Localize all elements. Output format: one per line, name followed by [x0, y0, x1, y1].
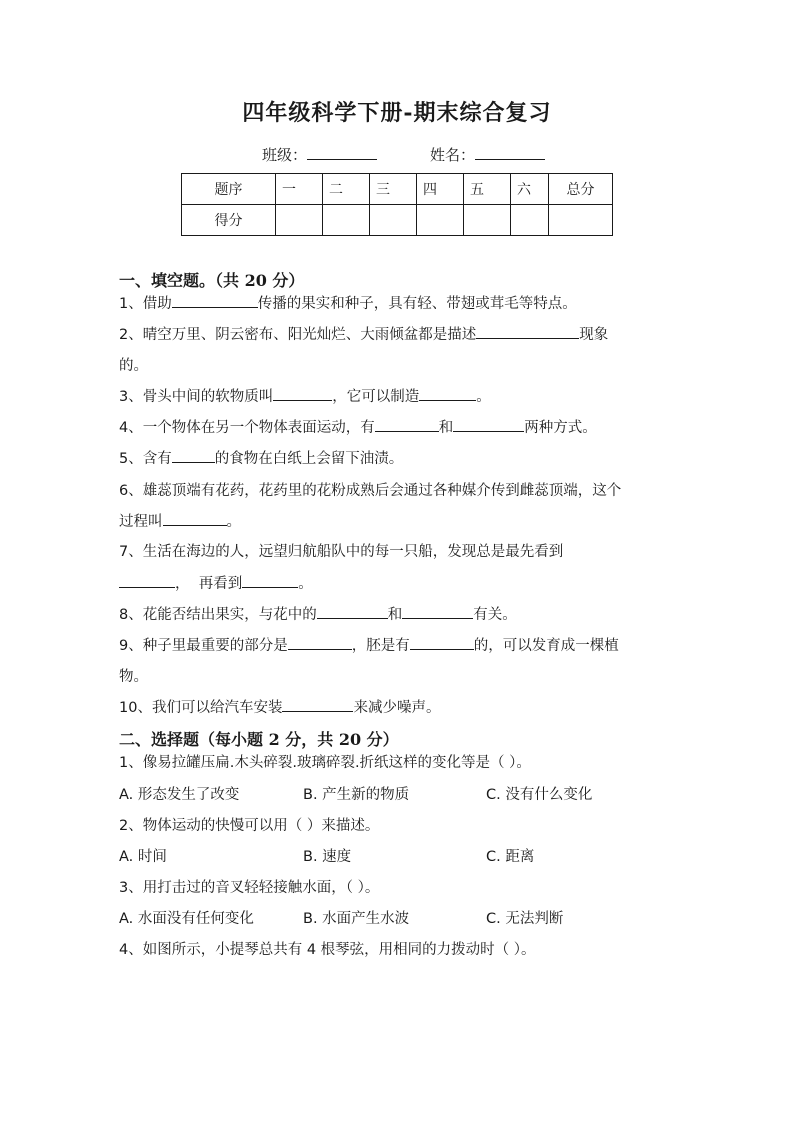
q-text: 和	[387, 607, 403, 623]
option-a[interactable]: A. 形态发生了改变	[119, 787, 240, 803]
score-cell[interactable]	[549, 205, 613, 236]
question-1-7-cont	[119, 572, 313, 593]
page-title: 四年级科学下册-期末综合复习	[242, 100, 552, 126]
q-text: 有关。	[473, 607, 517, 623]
answer-blank[interactable]	[419, 385, 476, 401]
class-label: 班级：	[262, 146, 308, 164]
question-1-3	[119, 385, 491, 406]
answer-blank[interactable]	[273, 385, 332, 401]
answer-blank[interactable]	[453, 416, 524, 432]
score-header-cell: 二	[323, 174, 370, 205]
section1-heading: 一、填空题。（共 20 分）	[119, 271, 305, 290]
score-header-cell: 四	[417, 174, 464, 205]
question-1-6	[119, 479, 621, 500]
q-text: 来减少噪声。	[353, 700, 441, 716]
q-text: 两种方式。	[524, 420, 597, 436]
name-field	[430, 144, 545, 165]
answer-blank[interactable]	[317, 603, 388, 619]
class-field	[262, 144, 377, 165]
question-2-1: 1、像易拉罐压扁.木头碎裂.玻璃碎裂.折纸这样的变化等是（ ）。	[119, 755, 531, 771]
answer-blank[interactable]	[282, 696, 353, 712]
question-1-4	[119, 416, 597, 437]
score-cell[interactable]	[276, 205, 323, 236]
q-text: 4、一个物体在另一个物体表面运动，有	[119, 420, 375, 436]
answer-blank[interactable]	[242, 572, 298, 588]
score-cell[interactable]	[417, 205, 464, 236]
score-table	[181, 173, 613, 236]
q-text: 6、雄蕊顶端有花药，花药里的花粉成熟后会通过各种媒介传到雌蕊顶端，这个	[119, 483, 622, 499]
q-text: 和	[438, 420, 454, 436]
q-text: 。	[226, 514, 241, 530]
q-text: 1、借助	[119, 296, 172, 312]
score-header-cell: 五	[464, 174, 511, 205]
answer-blank[interactable]	[402, 603, 473, 619]
q-text: 8、花能否结出果实，与花中的	[119, 607, 317, 623]
q-text: ，它可以制造	[332, 389, 420, 405]
q-text: 9、种子里最重要的部分是	[119, 638, 288, 654]
question-2-3: 3、用打击过的音叉轻轻接触水面，（ ）。	[119, 880, 380, 896]
q-text: 的食物在白纸上会留下油渍。	[214, 451, 404, 467]
q-text: 过程叫	[119, 514, 163, 530]
answer-blank[interactable]	[163, 510, 227, 526]
question-1-2-cont	[119, 354, 148, 375]
answer-blank[interactable]	[172, 292, 258, 308]
score-value-row	[182, 205, 613, 236]
score-cell[interactable]	[370, 205, 417, 236]
answer-blank[interactable]	[288, 634, 352, 650]
class-blank[interactable]	[307, 144, 377, 160]
question-1-7	[119, 540, 563, 561]
answer-blank[interactable]	[375, 416, 439, 432]
option-b[interactable]: B. 水面产生水波	[303, 911, 410, 927]
question-1-1	[119, 292, 577, 313]
score-header-cell: 一	[276, 174, 323, 205]
q-text: 传播的果实和种子，具有轻、带翅或茸毛等特点。	[257, 296, 577, 312]
q-text: 的，可以发育成一棵植	[473, 638, 619, 654]
score-header-cell: 总分	[549, 174, 613, 205]
q-text: ， 再看到	[175, 576, 243, 592]
q-text: 。	[476, 389, 491, 405]
score-cell[interactable]	[511, 205, 549, 236]
question-1-9	[119, 634, 619, 655]
question-1-6-cont	[119, 510, 241, 531]
option-b[interactable]: B. 速度	[303, 849, 352, 865]
option-c[interactable]: C. 距离	[486, 849, 535, 865]
question-1-8	[119, 603, 517, 624]
score-header-cell: 三	[370, 174, 417, 205]
score-header-cell: 题序	[182, 174, 276, 205]
q-text: 的。	[119, 358, 148, 374]
question-2-4: 4、如图所示，小提琴总共有 4 根琴弦，用相同的力拨动时（ ）。	[119, 942, 536, 958]
answer-blank[interactable]	[119, 572, 175, 588]
question-1-2	[119, 323, 608, 344]
option-a[interactable]: A. 水面没有任何变化	[119, 911, 254, 927]
option-c[interactable]: C. 无法判断	[486, 911, 564, 927]
score-cell[interactable]	[323, 205, 370, 236]
name-label: 姓名：	[430, 146, 476, 164]
q-text: 7、生活在海边的人，远望归航船队中的每一只船，发现总是最先看到	[119, 544, 564, 560]
answer-blank[interactable]	[410, 634, 474, 650]
question-2-2: 2、物体运动的快慢可以用（ ）来描述。	[119, 818, 380, 834]
q-text: 物。	[119, 669, 148, 685]
answer-blank[interactable]	[476, 323, 579, 339]
option-c[interactable]: C. 没有什么变化	[486, 787, 593, 803]
answer-blank[interactable]	[172, 447, 215, 463]
name-blank[interactable]	[475, 144, 545, 160]
question-1-5	[119, 447, 403, 468]
q-text: 2、晴空万里、阴云密布、阳光灿烂、大雨倾盆都是描述	[119, 327, 477, 343]
section2-heading: 二、选择题（每小题 2 分，共 20 分）	[119, 730, 399, 749]
q-text: 5、含有	[119, 451, 172, 467]
question-1-9-cont	[119, 665, 148, 686]
q-text: ，胚是有	[351, 638, 410, 654]
q-text: 现象	[579, 327, 609, 343]
q-text: 3、骨头中间的软物质叫	[119, 389, 274, 405]
score-row-label: 得分	[182, 205, 276, 236]
q-text: 。	[298, 576, 313, 592]
question-1-10	[119, 696, 440, 717]
option-b[interactable]: B. 产生新的物质	[303, 787, 410, 803]
score-cell[interactable]	[464, 205, 511, 236]
q-text: 10、我们可以给汽车安装	[119, 700, 283, 716]
option-a[interactable]: A. 时间	[119, 849, 167, 865]
score-header-row	[182, 174, 613, 205]
score-header-cell: 六	[511, 174, 549, 205]
